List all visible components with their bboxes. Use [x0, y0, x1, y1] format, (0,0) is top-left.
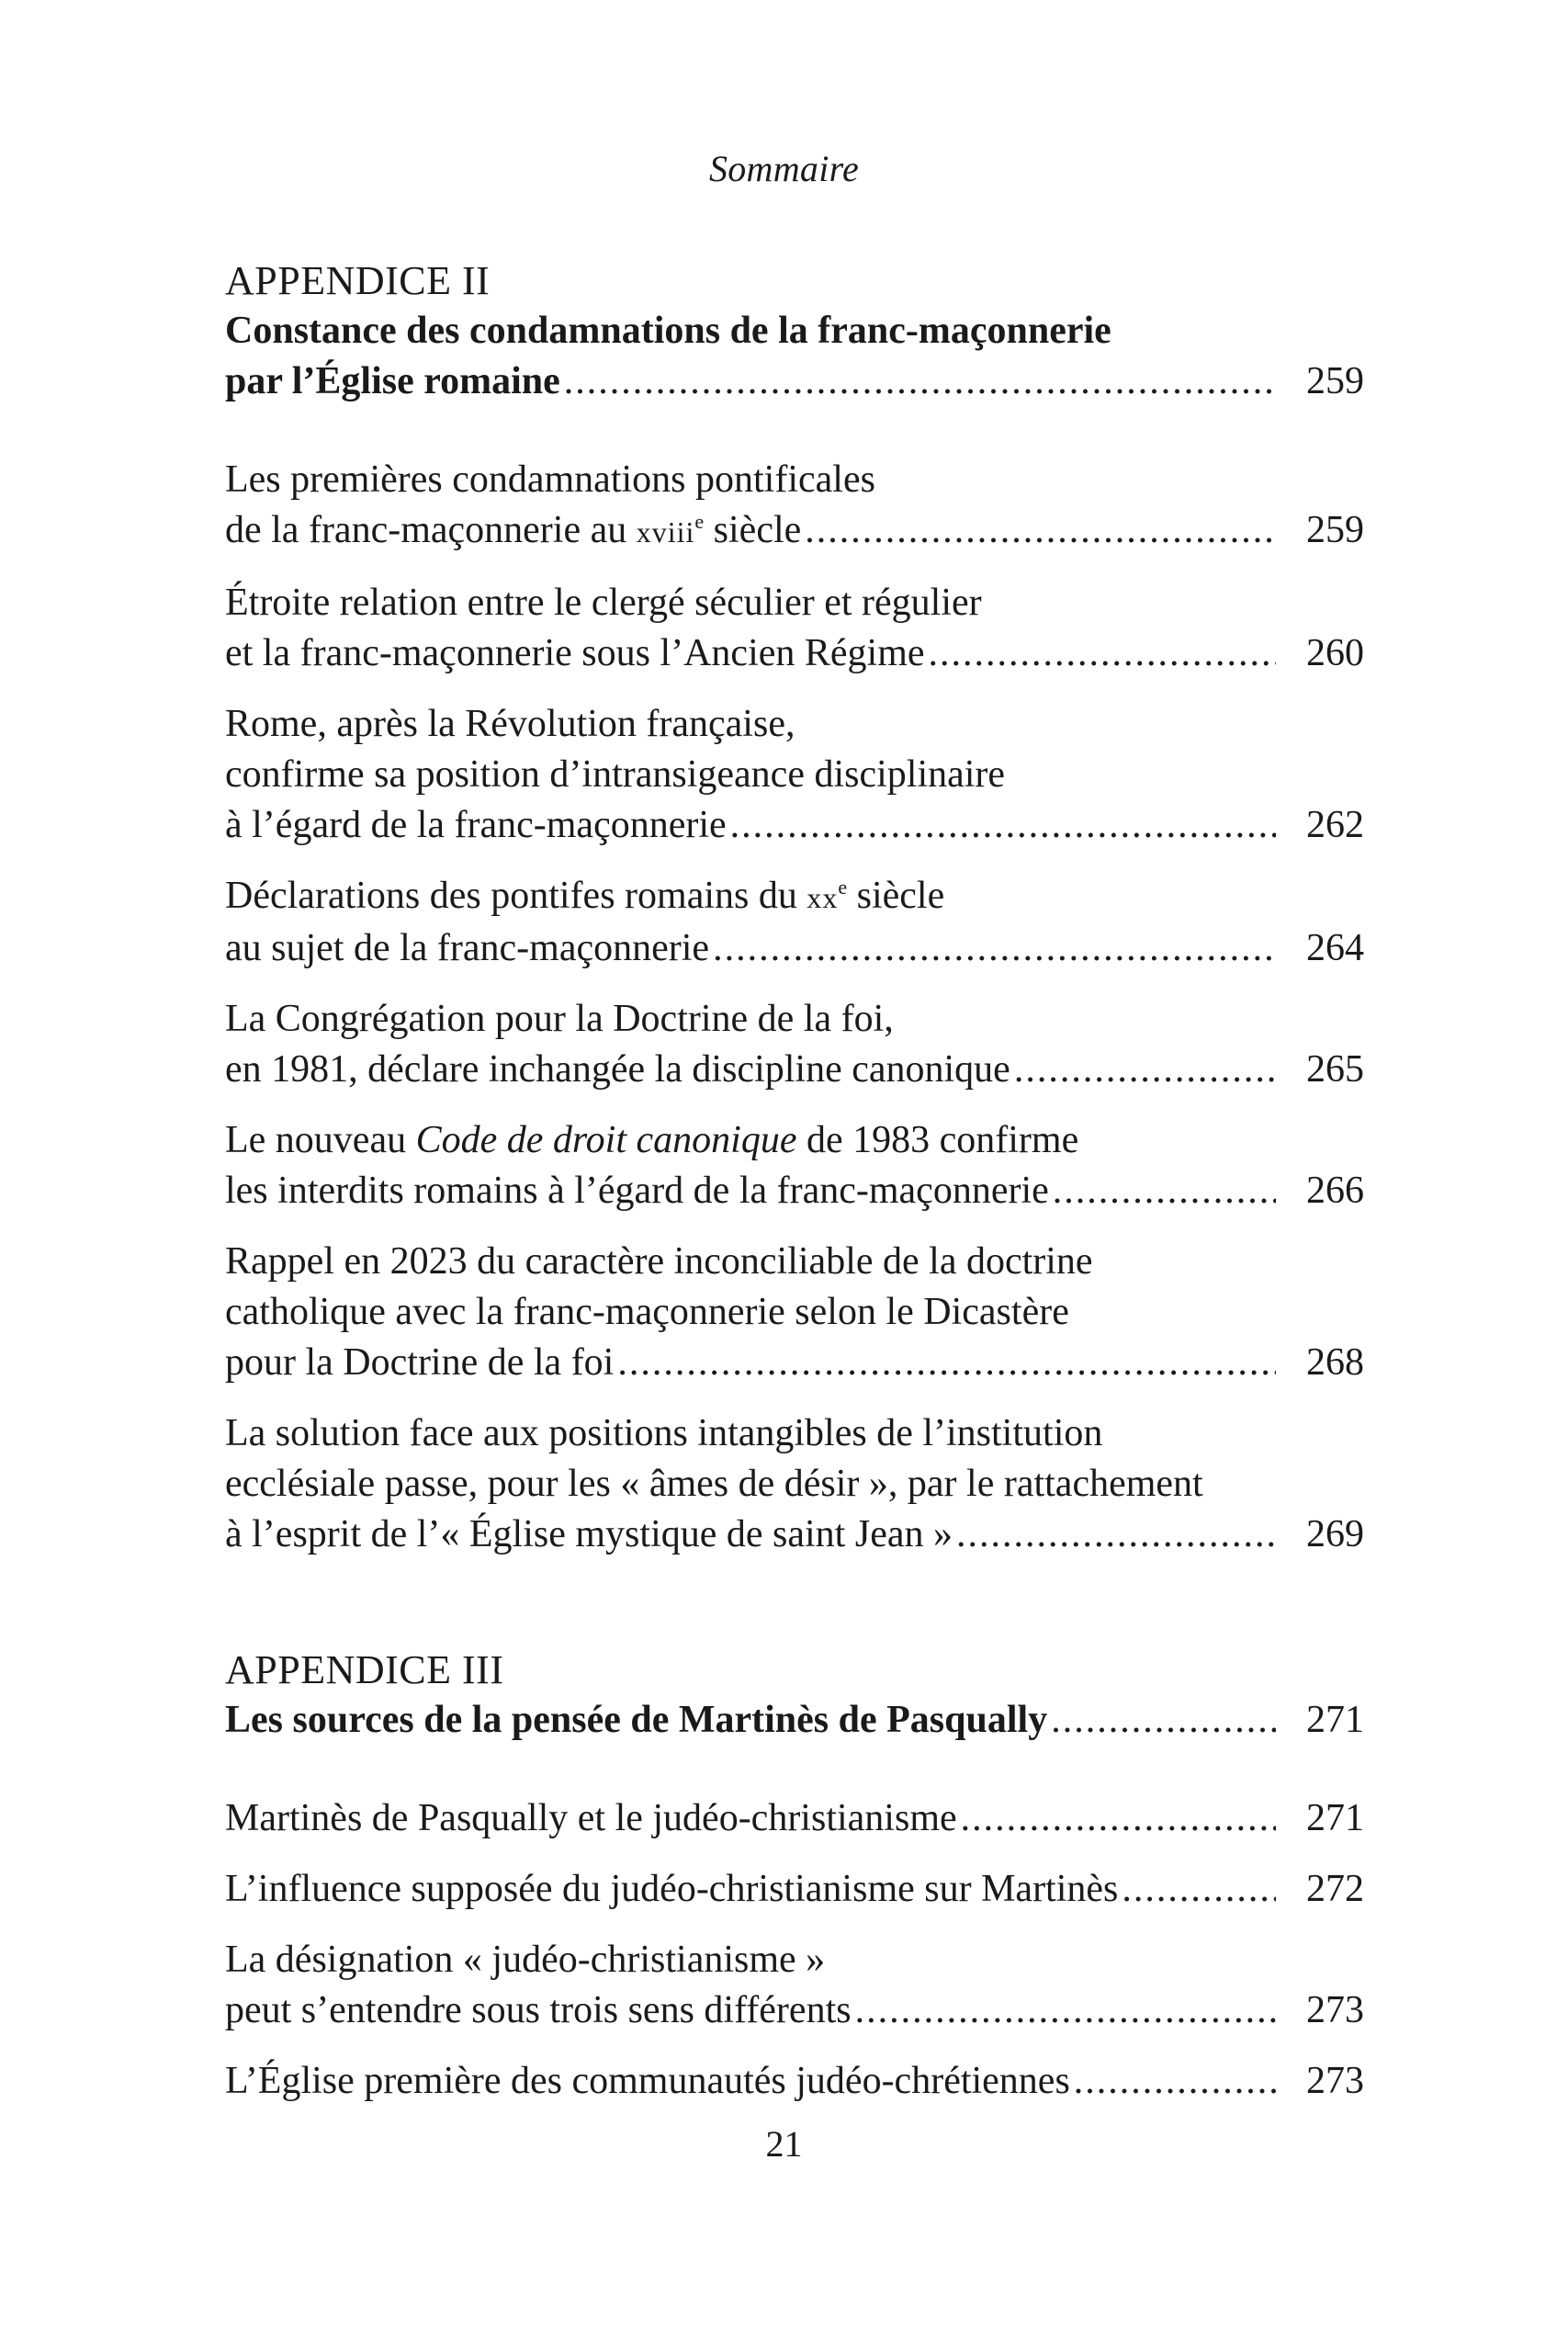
entry-final-line [225, 2056, 1364, 2107]
dot-leader [961, 1793, 1276, 1844]
toc-entry [225, 1864, 1364, 1915]
toc-entry [225, 2056, 1364, 2107]
entry-final-line [225, 1166, 1364, 1216]
entry-page: 260 [1306, 632, 1364, 674]
entry-text: au sujet de la franc-maçonnerie [225, 927, 710, 969]
appendix-2-title-line1: Constance des condamnations de la franc-maçonnerie [225, 310, 1111, 352]
entry-final-line [225, 1793, 1364, 1844]
entry-text: L’Église première des communautés judéo-chrétiennes [225, 2060, 1070, 2102]
entry-page: 269 [1306, 1513, 1364, 1555]
toc-entry [225, 578, 1364, 679]
entry-line: ecclésiale passe, pour les « âmes de désir », par le rattachement [225, 1463, 1203, 1505]
entry-text-part: Le nouveau [225, 1119, 416, 1161]
entry-final-line [225, 800, 1364, 851]
entry-page: 259 [1306, 509, 1364, 551]
entry-text-part: siècle [704, 509, 802, 551]
appendix-2-section [225, 255, 1364, 1560]
entry-page: 271 [1306, 1797, 1364, 1839]
superscript: e [694, 510, 705, 533]
entry-text: à l’égard de la franc-maçonnerie [225, 804, 727, 846]
entry-final-line [225, 1045, 1364, 1095]
entry-final-line [225, 1338, 1364, 1388]
entry-final-line [225, 1510, 1364, 1560]
entry-text-part: Déclarations des pontifes romains du [225, 875, 807, 917]
century-numeral: xx [807, 881, 839, 914]
entry-text-part: de 1983 confirme [796, 1119, 1079, 1161]
toc-entry [225, 1237, 1364, 1388]
entry-text: les interdits romains à l’égard de la franc-maçonnerie [225, 1170, 1049, 1212]
entry-line [225, 871, 1364, 923]
entry-text: et la franc-maçonnerie sous l’Ancien Régime [225, 632, 925, 674]
entry-text: en 1981, déclare inchangée la discipline canonique [225, 1048, 1010, 1091]
dot-leader [713, 923, 1276, 974]
appendix-2-label: APPENDICE II [225, 258, 491, 303]
entry-text-part: siècle [847, 875, 945, 917]
table-of-contents [225, 255, 1364, 2107]
entry-line: La Congrégation pour la Doctrine de la foi, [225, 998, 894, 1040]
dot-leader [730, 800, 1276, 851]
entry-final-line [225, 923, 1364, 974]
entry-line: Étroite relation entre le clergé séculier et régulier [225, 582, 982, 624]
entry-text-part: de la franc-maçonnerie au [225, 509, 637, 551]
appendix-3-page: 271 [1306, 1699, 1364, 1741]
dot-leader [1074, 2056, 1276, 2107]
appendix-2-page: 259 [1306, 360, 1364, 402]
entry-line: La désignation « judéo-christianisme » [225, 1939, 826, 1981]
running-head: Sommaire [708, 148, 860, 189]
entry-page: 265 [1306, 1048, 1364, 1091]
page-number: 21 [765, 2123, 803, 2165]
entry-text: Martinès de Pasqually et le judéo-christianisme [225, 1797, 957, 1839]
entry-page: 268 [1306, 1341, 1364, 1384]
dot-leader [564, 356, 1276, 407]
entry-page: 273 [1306, 1989, 1364, 2031]
entry-text: à l’esprit de l’« Église mystique de saint Jean » [225, 1513, 953, 1555]
entry-line: catholique avec la franc-maçonnerie selon le Dicastère [225, 1291, 1069, 1333]
appendix-3-title: Les sources de la pensée de Martinès de Pasqually [225, 1699, 1048, 1741]
entry-line: Rappel en 2023 du caractère inconciliable de la doctrine [225, 1240, 1093, 1283]
toc-entry [225, 699, 1364, 851]
appendix-2-title-final [225, 356, 1364, 407]
toc-entry [225, 994, 1364, 1095]
entry-line: La solution face aux positions intangibles de l’institution [225, 1412, 1103, 1454]
entry-final-line [225, 1985, 1364, 2036]
toc-entry [225, 871, 1364, 974]
entry-page: 273 [1306, 2060, 1364, 2102]
entry-line [225, 1115, 1364, 1166]
dot-leader [1053, 1166, 1276, 1216]
dot-leader [1014, 1045, 1276, 1095]
toc-entry [225, 1793, 1364, 1844]
dot-leader [929, 628, 1276, 679]
dot-leader [956, 1510, 1276, 1560]
toc-entry [225, 1935, 1364, 2036]
entry-line: Rome, après la Révolution française, [225, 703, 795, 745]
dot-leader [1122, 1864, 1276, 1915]
entry-text: peut s’entendre sous trois sens différents [225, 1989, 852, 2031]
entry-text [225, 505, 801, 558]
appendix-3-label: APPENDICE III [225, 1647, 504, 1692]
entry-final-line [225, 628, 1364, 679]
appendix-3-title-final [225, 1695, 1364, 1746]
entry-line: confirme sa position d’intransigeance disciplinaire [225, 753, 1006, 796]
entry-final-line [225, 1864, 1364, 1915]
entry-line: Les premières condamnations pontificales [225, 458, 875, 501]
entry-page: 272 [1306, 1868, 1364, 1910]
dot-leader [1051, 1695, 1276, 1746]
superscript: e [838, 876, 848, 899]
dot-leader [855, 1985, 1276, 2036]
entry-page: 262 [1306, 804, 1364, 846]
entry-final-line [225, 505, 1364, 558]
entry-text: pour la Doctrine de la foi [225, 1341, 615, 1384]
appendix-3-section [225, 1645, 1364, 2107]
toc-entry [225, 455, 1364, 558]
toc-entry [225, 1408, 1364, 1560]
entry-text: L’influence supposée du judéo-christianisme sur Martinès [225, 1868, 1119, 1910]
entry-page: 266 [1306, 1170, 1364, 1212]
dot-leader [805, 505, 1276, 556]
entry-page: 264 [1306, 927, 1364, 969]
italic-title: Code de droit canonique [415, 1119, 797, 1161]
toc-entry [225, 1115, 1364, 1216]
dot-leader [617, 1338, 1276, 1388]
century-numeral: xviii [636, 515, 695, 548]
appendix-2-title-line2: par l’Église romaine [225, 360, 560, 402]
